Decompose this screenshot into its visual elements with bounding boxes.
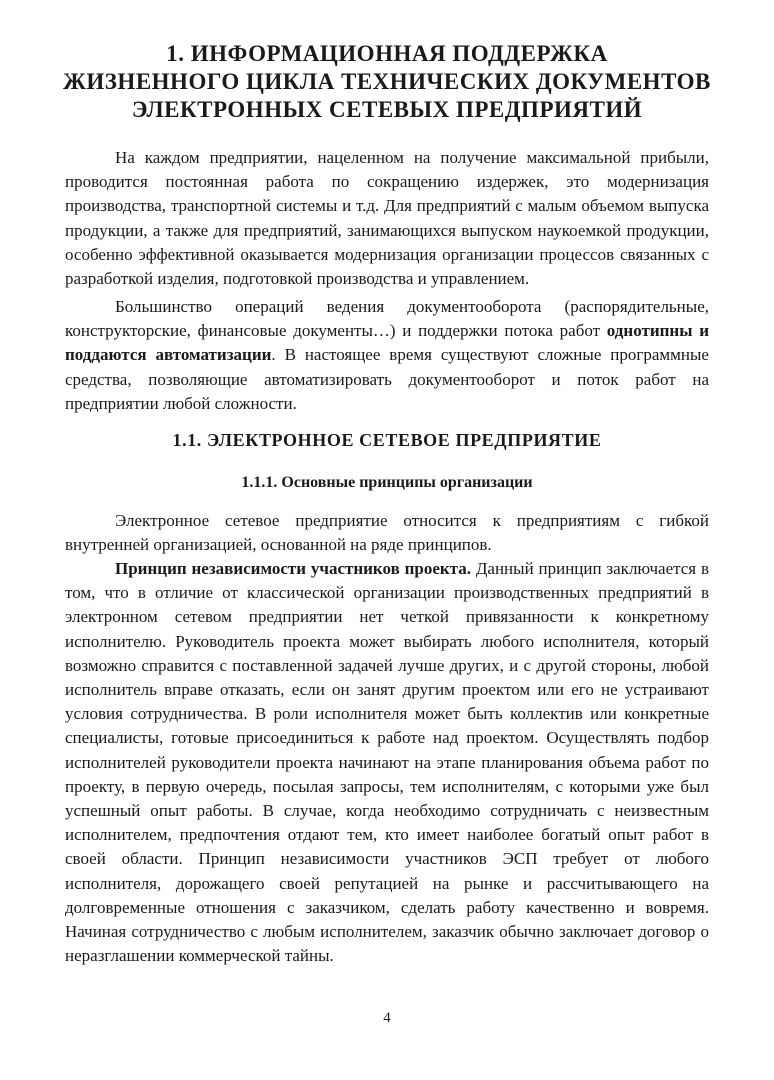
principle-paragraph [65, 557, 709, 968]
document-flow-text-end: . В настоящее время существуют сложные программные средства, позволяющие автоматизировать документооборот и поток работ на предприятии любой сложности. [65, 345, 709, 413]
chapter-title-line-3: ЭЛЕКТРОННЫХ СЕТЕВЫХ ПРЕДПРИЯТИЙ [131, 97, 643, 122]
definition-paragraph: Электронное сетевое предприятие относится к предприятиям с гибкой внутренней организацией, основанной на ряде принципов. [65, 511, 709, 555]
section-title: 1.1. ЭЛЕКТРОННОЕ СЕТЕВОЕ ПРЕДПРИЯТИЕ [172, 430, 602, 450]
document-flow-bold-phrase: однотипны и поддаются автоматизации [65, 321, 709, 365]
chapter-title [0, 40, 774, 124]
chapter-title-line-1: 1. ИНФОРМАЦИОННАЯ ПОДДЕРЖКА [166, 41, 608, 66]
document-flow-paragraph [65, 295, 709, 416]
chapter-title-line-2: ЖИЗНЕННОГО ЦИКЛА ТЕХНИЧЕСКИХ ДОКУМЕНТОВ [63, 69, 711, 94]
intro-paragraph: На каждом предприятии, нацеленном на получение максимальной прибыли, проводится постоянная работа по сокращению издержек, это модернизация производства, транспортной системы и т.д. Для предприятий с малым объемом выпуска продукции, а также для предприятий, занимающихся выпуском наукоемкой продукции, особенно эффективной оказывается модернизация организации процессов связанных с разработкой изделия, подготовкой производства и управлением. [65, 148, 709, 289]
document-flow-text-start: Большинство операций ведения документооборота (распорядительные, конструкторские, финансовые документы…) и поддержки потока работ [65, 297, 709, 341]
page-number: 4 [383, 1010, 391, 1026]
subsection-title: 1.1.1. Основные принципы организации [241, 474, 533, 491]
principle-text: Данный принцип заключается в том, что в отличие от классической организации производственных предприятий в электронном сетевом предприятии нет четкой привязанности к конкретному исполнителю. Руководитель проекта может выбирать любого исполнителя, который возможно справится с поставленной задачей лучше других, и с другой стороны, любой исполнитель вправе отказать, если он занят другим проектом или его не устраивают условия сотрудничества. В роли исполнителя может быть коллектив или конкретные специалисты, готовые присоединиться к работе над проектом. Осуществлять подбор исполнителей руководители проекта начинают на этапе планирования объема работ по проекту, в первую очередь, посылая запросы, тем исполнителям, с которыми уже был успешный опыт работы. В случае, когда необходимо сотрудничать с неизвестным исполнителем, предпочтения отдают тем, кто имеет наиболее богатый опыт работ в своей области. Принцип независимости участников ЭСП требует от любого исполнителя, дорожащего своей репутацией на рынке и рассчитывающего на долговременные отношения с заказчиком, сделать работу качественно и вовремя. Начиная сотрудничество с любым исполнителем, заказчик обычно заключает договор о неразглашении коммерческой тайны. [65, 559, 709, 966]
principle-heading: Принцип независимости участников проекта. [115, 559, 471, 578]
